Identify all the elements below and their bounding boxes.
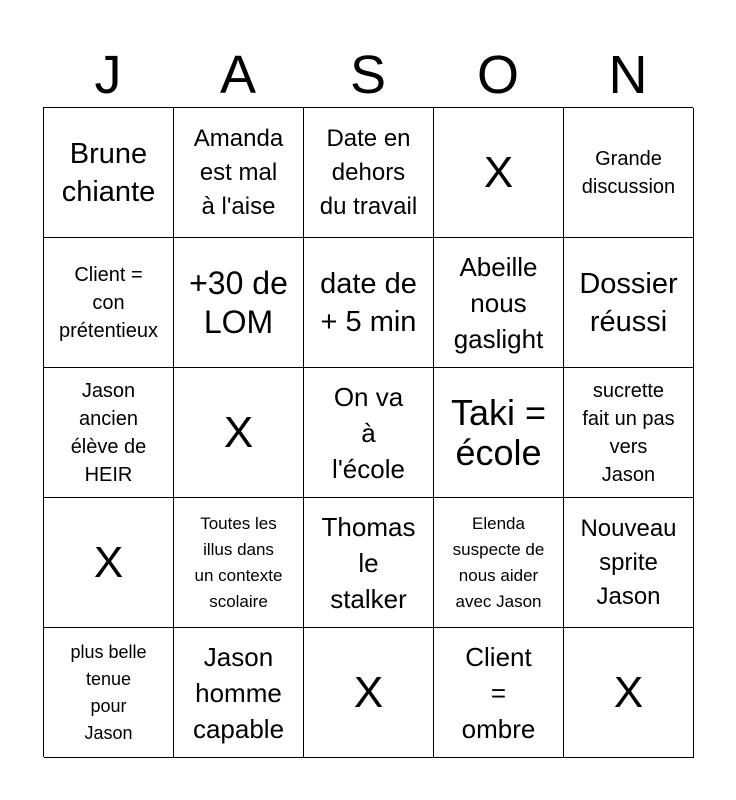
bingo-header xyxy=(43,42,693,108)
bingo-cell[interactable]: Amanda est mal à l'aise xyxy=(174,108,304,238)
bingo-cell[interactable]: X xyxy=(564,628,694,758)
bingo-cell[interactable]: Jason homme capable xyxy=(174,628,304,758)
bingo-cell[interactable]: X xyxy=(434,108,564,238)
bingo-cell[interactable]: Client = ombre xyxy=(434,628,564,758)
header-letter-j: J xyxy=(94,45,122,105)
bingo-cell[interactable]: X xyxy=(304,628,434,758)
bingo-cell[interactable]: On va à l'école xyxy=(304,368,434,498)
bingo-grid xyxy=(43,107,693,757)
bingo-cell[interactable]: X xyxy=(174,368,304,498)
bingo-cell[interactable]: Jason ancien élève de HEIR xyxy=(44,368,174,498)
bingo-cell[interactable]: +30 de LOM xyxy=(174,238,304,368)
bingo-cell[interactable]: date de + 5 min xyxy=(304,238,434,368)
bingo-cell[interactable]: Date en dehors du travail xyxy=(304,108,434,238)
bingo-cell[interactable]: Taki = école xyxy=(434,368,564,498)
header-letter-a: A xyxy=(219,45,257,105)
bingo-cell[interactable]: X xyxy=(44,498,174,628)
bingo-cell[interactable]: Thomas le stalker xyxy=(304,498,434,628)
header-letter-o: O xyxy=(476,45,519,105)
bingo-cell[interactable]: plus belle tenue pour Jason xyxy=(44,628,174,758)
bingo-cell[interactable]: Toutes les illus dans un contexte scolaire xyxy=(174,498,304,628)
bingo-cell[interactable]: Elenda suspecte de nous aider avec Jason xyxy=(434,498,564,628)
bingo-cell[interactable]: Abeille nous gaslight xyxy=(434,238,564,368)
bingo-cell[interactable]: Grande discussion xyxy=(564,108,694,238)
bingo-cell[interactable]: Brune chiante xyxy=(44,108,174,238)
header-letter-s: S xyxy=(349,45,387,105)
bingo-cell[interactable]: Client = con prétentieux xyxy=(44,238,174,368)
bingo-cell[interactable]: sucrette fait un pas vers Jason xyxy=(564,368,694,498)
bingo-cell[interactable]: Dossier réussi xyxy=(564,238,694,368)
bingo-cell[interactable]: Nouveau sprite Jason xyxy=(564,498,694,628)
header-letter-n: N xyxy=(608,45,648,105)
